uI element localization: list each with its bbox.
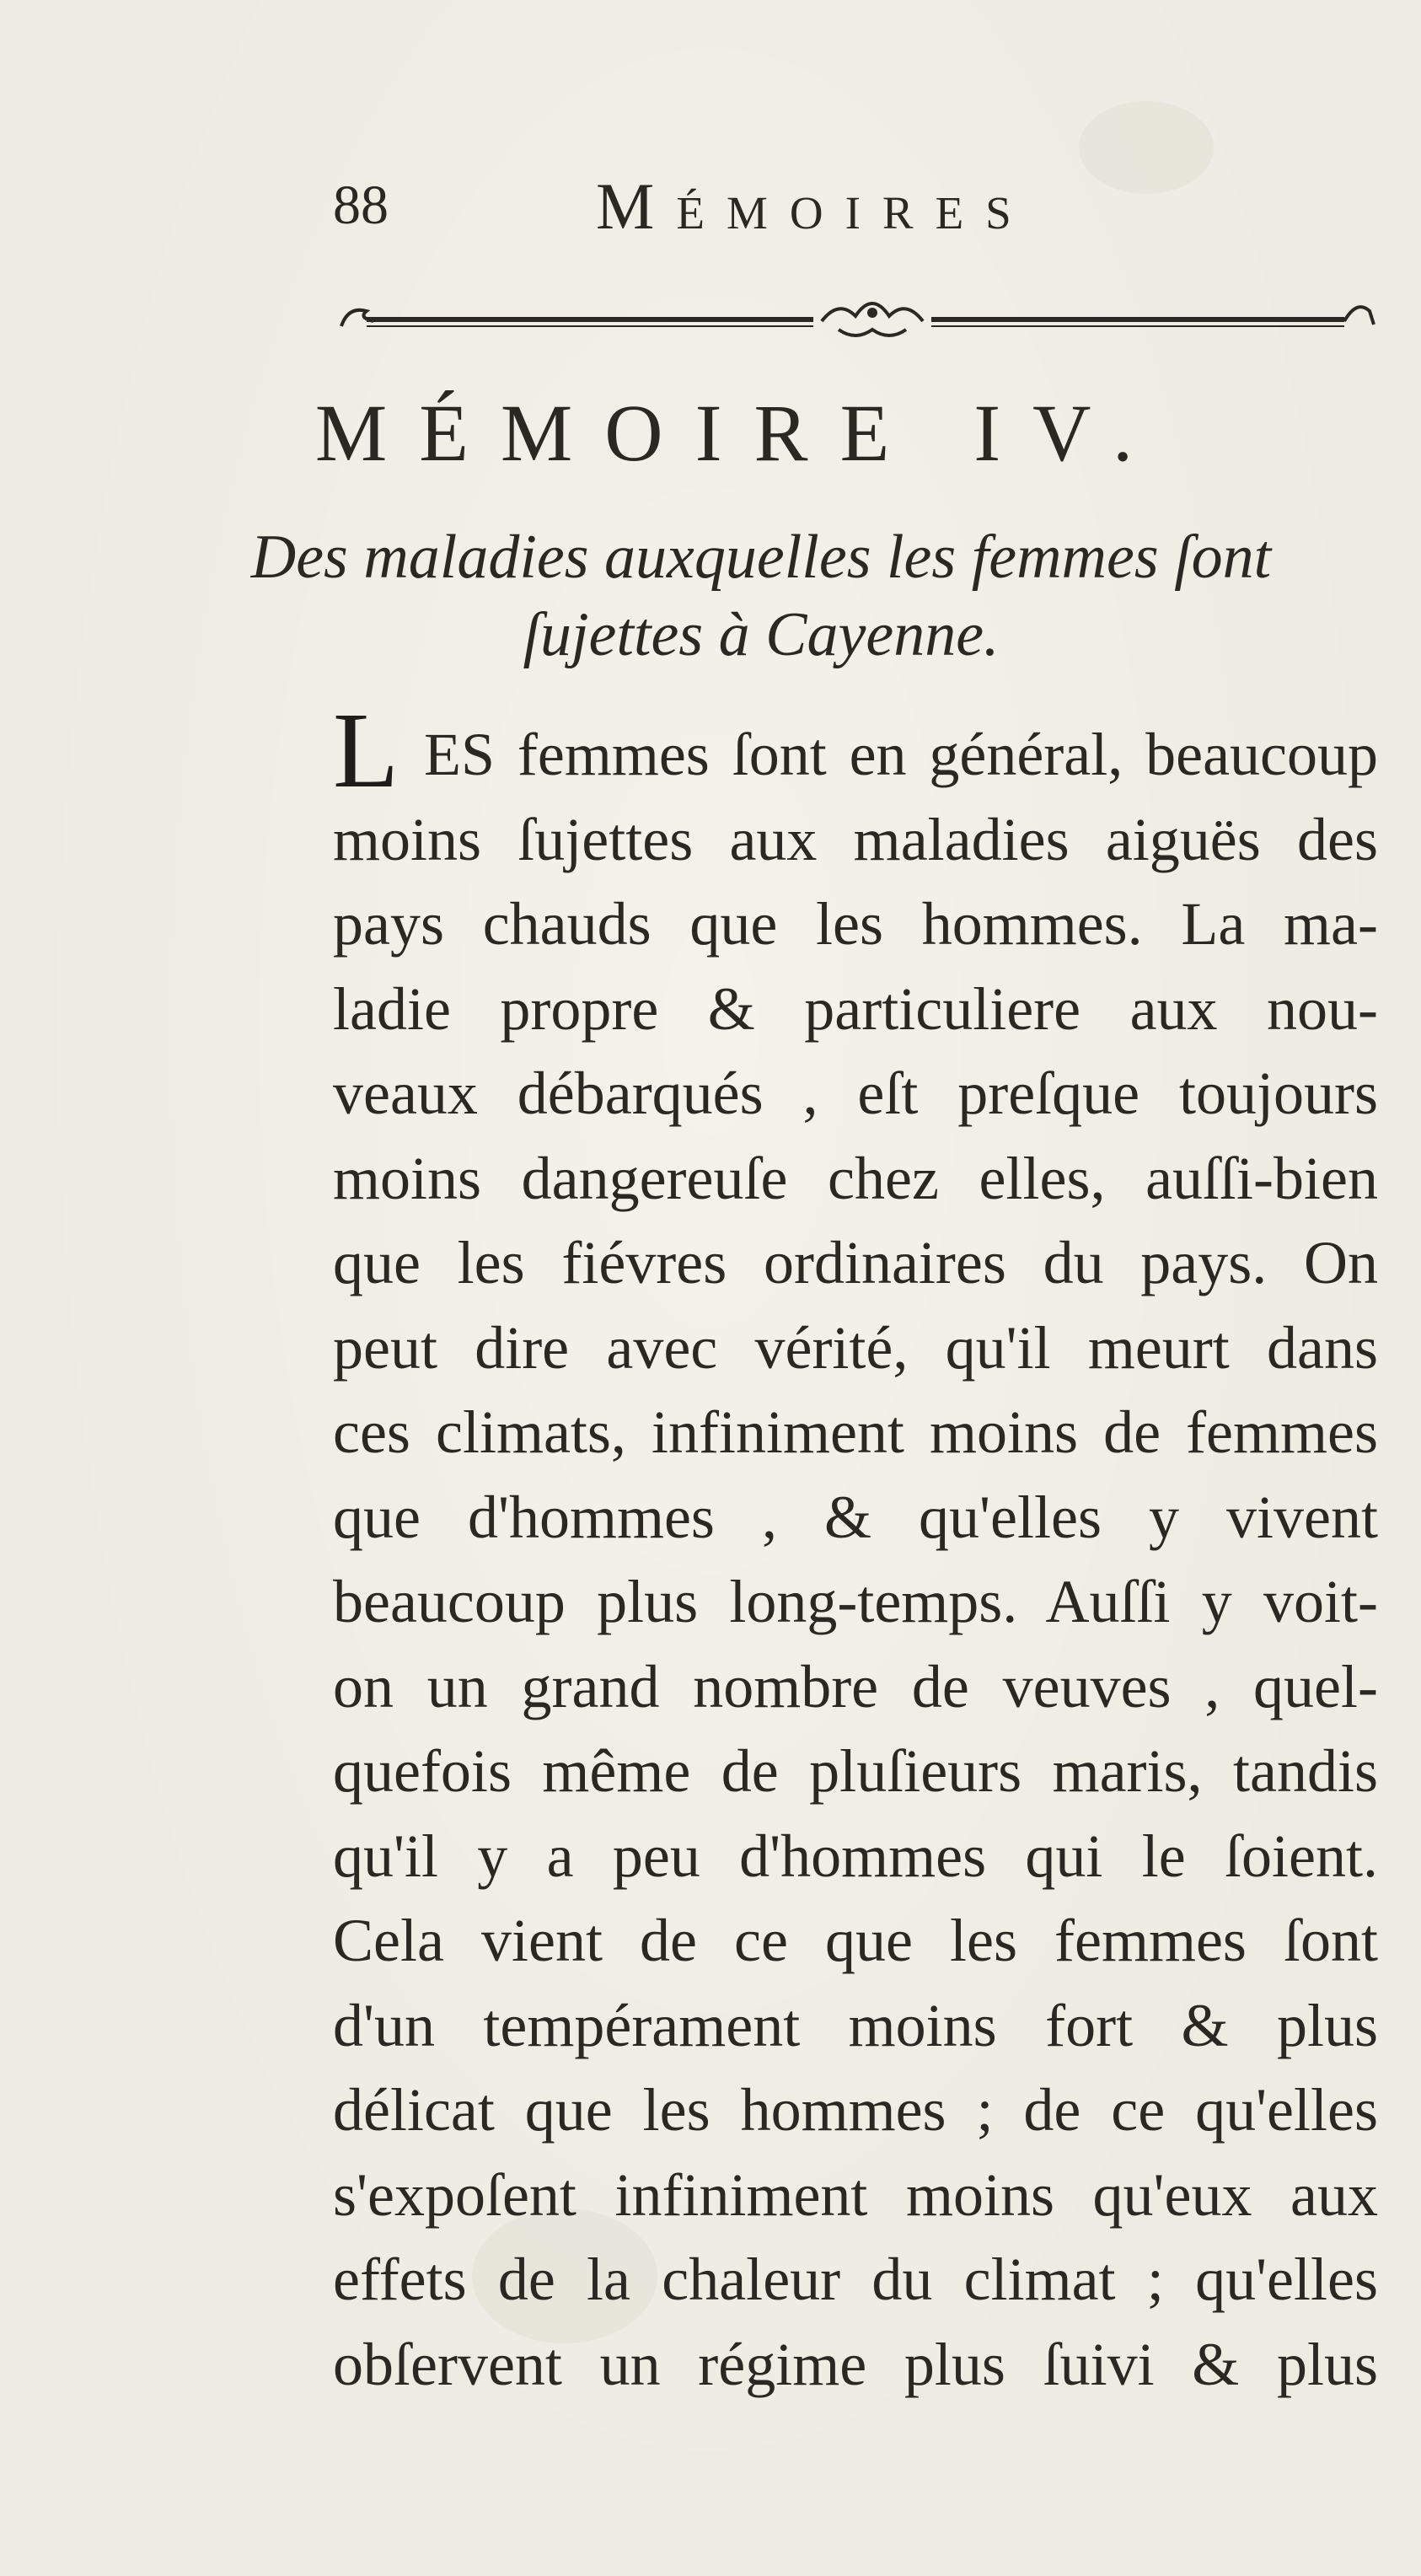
text-line: que les fiévres ordinaires du pays. On	[333, 1229, 1378, 1296]
body-text	[333, 690, 1378, 2407]
text-line: pays chauds que les hommes. La ma-	[333, 890, 1378, 958]
text-line: ces climats, infiniment moins de femmes	[333, 1398, 1378, 1466]
text-line	[333, 690, 1378, 810]
text-line: on un grand nombre de veuves , quel-	[333, 1652, 1378, 1720]
text-line: effets de la chaleur du climat ; qu'elles	[333, 2246, 1378, 2313]
text-line: Cela vient de ce que les femmes ſont	[333, 1907, 1378, 1974]
text-line: obſervent un régime plus ſuivi & plus	[333, 2330, 1378, 2398]
drop-cap: L	[333, 690, 399, 810]
ornamental-rule	[333, 282, 1378, 341]
text-line: peut dire avec vérité, qu'il meurt dans	[333, 1313, 1378, 1382]
text-line: moins ſujettes aux maladies aiguës des	[333, 805, 1378, 873]
text-line: veaux débarqués , eſt preſque toujours	[333, 1060, 1378, 1127]
text-line: beaucoup plus long-temps. Auſſi y voit-	[333, 1568, 1378, 1635]
text-line: que d'hommes , & qu'elles y vivent	[333, 1483, 1378, 1551]
text-line: s'expoſent infiniment moins qu'eux aux	[333, 2160, 1378, 2229]
text-line: quefois même de pluſieurs maris, tandis	[333, 1737, 1378, 1805]
first-line-text: ES femmes ſont en général, beaucoup	[424, 721, 1378, 788]
running-header	[333, 165, 1176, 241]
text-line: délicat que les hommes ; de ce qu'elles	[333, 2076, 1378, 2144]
subtitle-line: Des maladies auxquelles les femmes ſont	[250, 523, 1272, 592]
text-line: ladie propre & particuliere aux nou-	[333, 974, 1378, 1043]
memoir-title: MÉMOIRE IV.	[314, 388, 1166, 478]
subtitle-line: ſujettes à Cayenne.	[523, 600, 1000, 669]
text-line: qu'il y a peu d'hommes qui le ſoient.	[333, 1822, 1378, 1890]
running-title: Mémoires	[596, 169, 1033, 243]
memoir-subtitle	[0, 518, 1421, 674]
text-line: d'un tempérament moins fort & plus	[333, 1991, 1378, 2059]
text-line: moins dangereuſe chez elles, auſſi-bien	[333, 1144, 1378, 1212]
page-number: 88	[333, 174, 389, 236]
